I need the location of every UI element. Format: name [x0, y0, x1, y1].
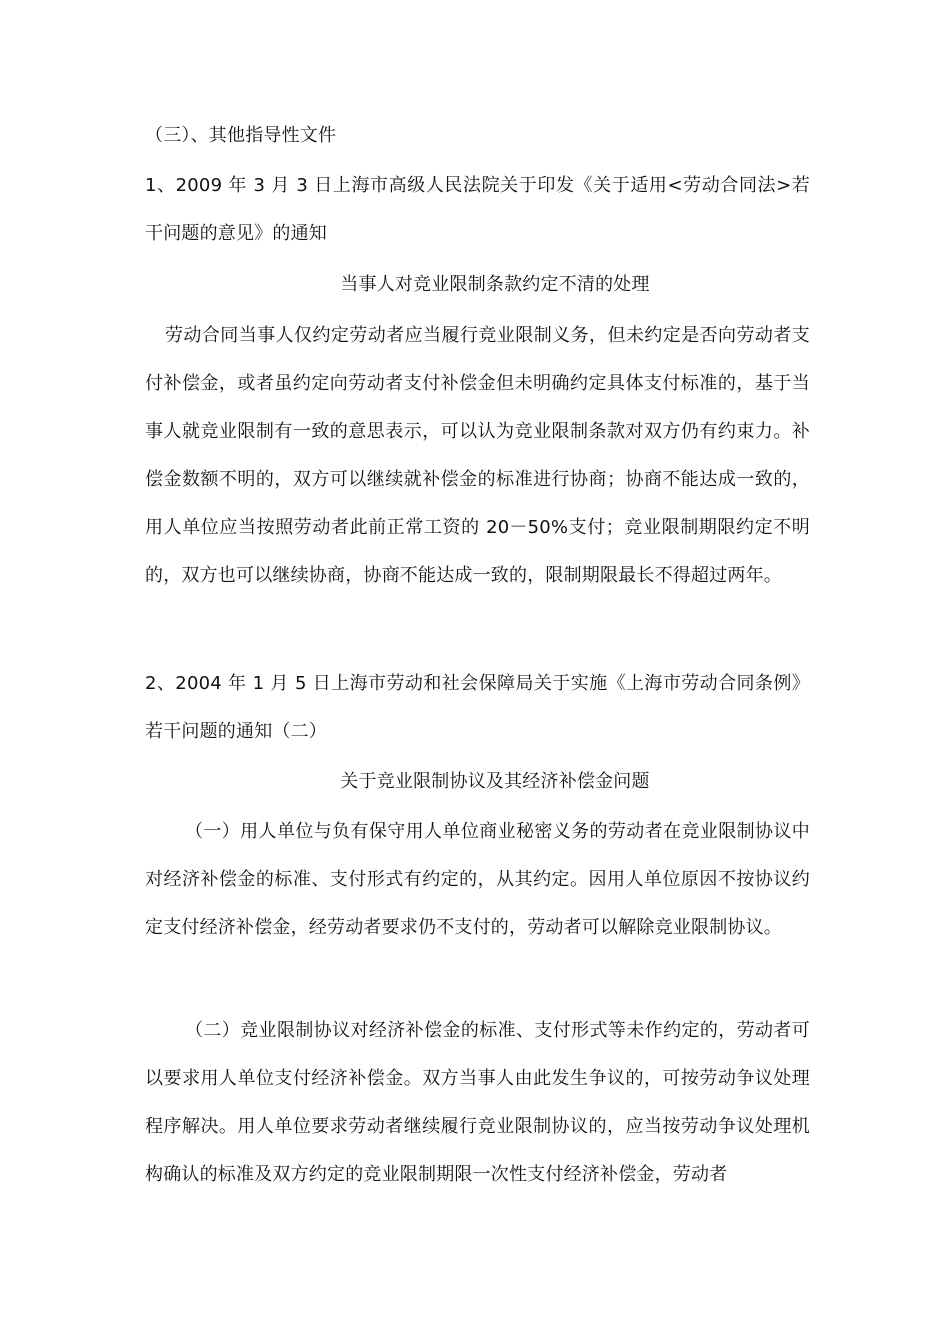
item2-paragraph-2: （二）竞业限制协议对经济补偿金的标准、支付形式等未作约定的，劳动者可以要求用人单位支付经济补偿金。双方当事人由此发生争议的，可按劳动争议处理程序解决。用人单位要求劳动者继续履行竞业限制协议的，应当按劳动争议处理机构确认的标准及双方约定的竞业限制期限一次性支付经济补偿金，劳动者: [145, 1020, 810, 1185]
item2-paragraph-1: （一）用人单位与负有保守用人单位商业秘密义务的劳动者在竞业限制协议中对经济补偿金的标准、支付形式有约定的，从其约定。因用人单位原因不按协议约定支付经济补偿金，经劳动者要求仍不支付的，劳动者可以解除竞业限制协议。: [145, 821, 810, 938]
item1-heading: 1、2009 年 3 月 3 日上海市高级人民法院关于印发《关于适用<劳动合同法>若干问题的意见》的通知: [145, 175, 810, 244]
item2-subtitle: 关于竞业限制协议及其经济补偿金问题: [340, 771, 650, 792]
item1-subtitle: 当事人对竞业限制条款约定不清的处理: [340, 274, 650, 295]
item2-heading: 2、2004 年 1 月 5 日上海市劳动和社会保障局关于实施《上海市劳动合同条例》若干问题的通知（二）: [145, 673, 810, 742]
item1-body: 劳动合同当事人仅约定劳动者应当履行竞业限制义务，但未约定是否向劳动者支付补偿金，或者虽约定向劳动者支付补偿金但未明确约定具体支付标准的，基于当事人就竞业限制有一致的意思表示，可以认为竞业限制条款对双方仍有约束力。补偿金数额不明的，双方可以继续就补偿金的标准进行协商；协商不能达成一致的，用人单位应当按照劳动者此前正常工资的 20－50%支付；竞业限制期限约定不明的，双方也可以继续协商，协商不能达成一致的，限制期限最长不得超过两年。: [145, 325, 810, 586]
section-heading: （三）、其他指导性文件: [145, 125, 337, 146]
